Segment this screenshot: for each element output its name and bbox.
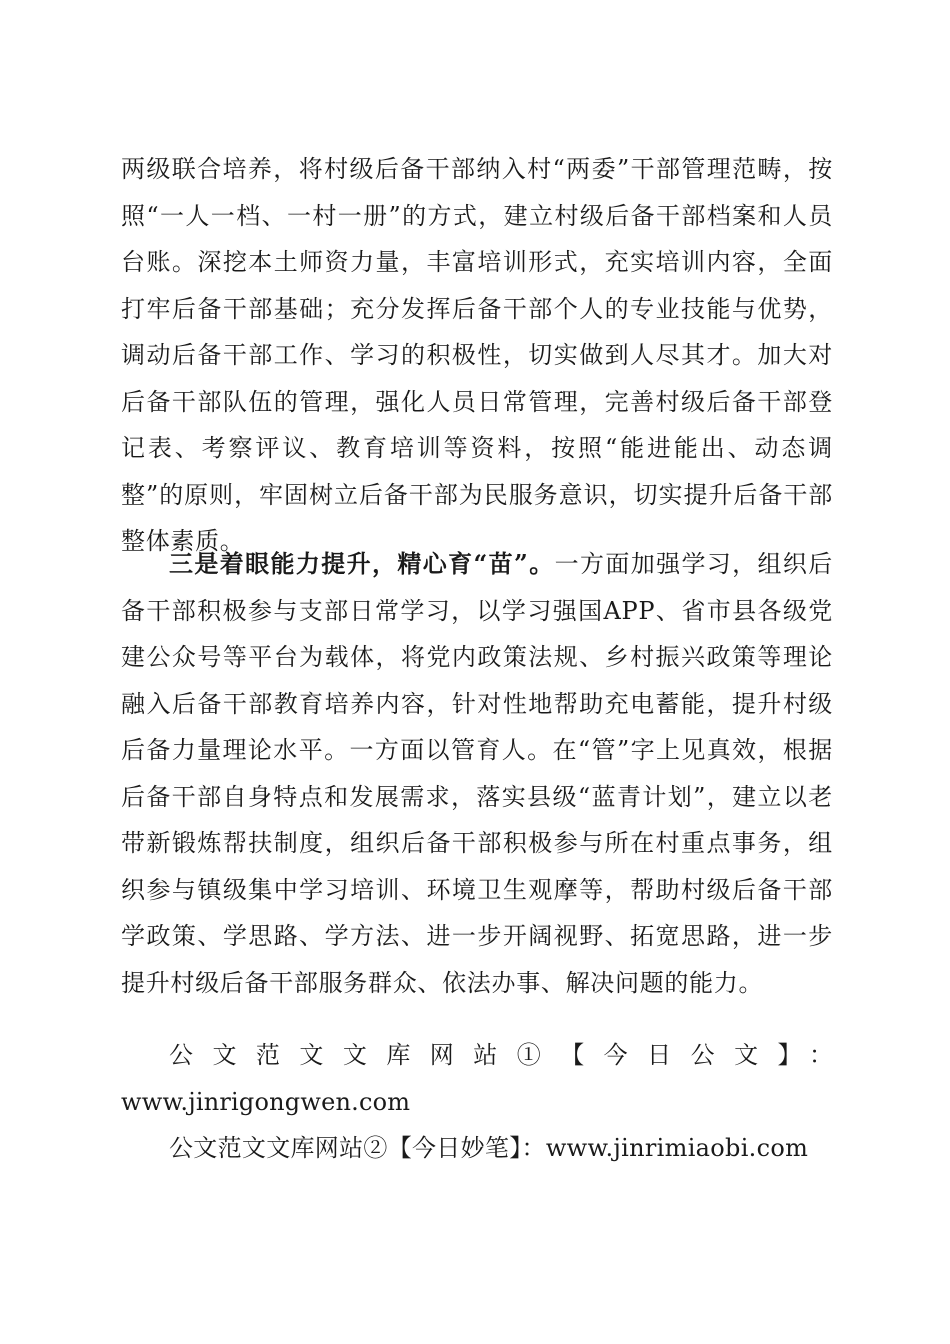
website-1-label: 公文范文文库网站①【今日公文】： [169,1041,833,1069]
website-2-line [121,1125,881,1172]
paragraph-2 [121,541,833,1006]
paragraph-2-heading: 三是着眼能力提升，精心育“苗”。 [169,549,555,578]
paragraph-1: 两级联合培养，将村级后备干部纳入村“两委”干部管理范畴，按照“一人一档、一村一册”的方式，建立村级后备干部档案和人员台账。深挖本土师资力量，丰富培训形式，充实培训内容，全面打牢后备干部基础；充分发挥后备干部个人的专业技能与优势，调动后备干部工作、学习的积极性，切实做到人尽其才。加大对后备干部队伍的管理，强化人员日常管理，完善村级后备干部登记表、考察评议、教育培训等资料，按照“能进能出、动态调整”的原则，牢固树立后备干部为民服务意识，切实提升后备干部整体素质。 [121,155,833,555]
website-2-link[interactable]: www.jinrimiaobi.com [545,1134,809,1162]
website-2-label: 公文范文文库网站②【今日妙笔】： [169,1134,546,1162]
paragraph-2-body: 一方面加强学习，组织后备干部积极参与支部日常学习，以学习强国APP、省市县各级党建公众号等平台为载体，将党内政策法规、乡村振兴政策等理论融入后备干部教育培养内容，针对性地帮助充电蓄能，提升村级后备力量理论水平。一方面以管育人。在“管”字上见真效，根据后备干部自身特点和发展需求，落实县级“蓝青计划”，建立以老带新锻炼帮扶制度，组织后备干部积极参与所在村重点事务，组织参与镇级集中学习培训、环境卫生观摩等，帮助村级后备干部学政策、学思路、学方法、进一步开阔视野、拓宽思路，进一步提升村级后备干部服务群众、依法办事、解决问题的能力。 [121,550,834,997]
website-1-link[interactable]: www.jinrigongwen.com [121,1088,411,1116]
